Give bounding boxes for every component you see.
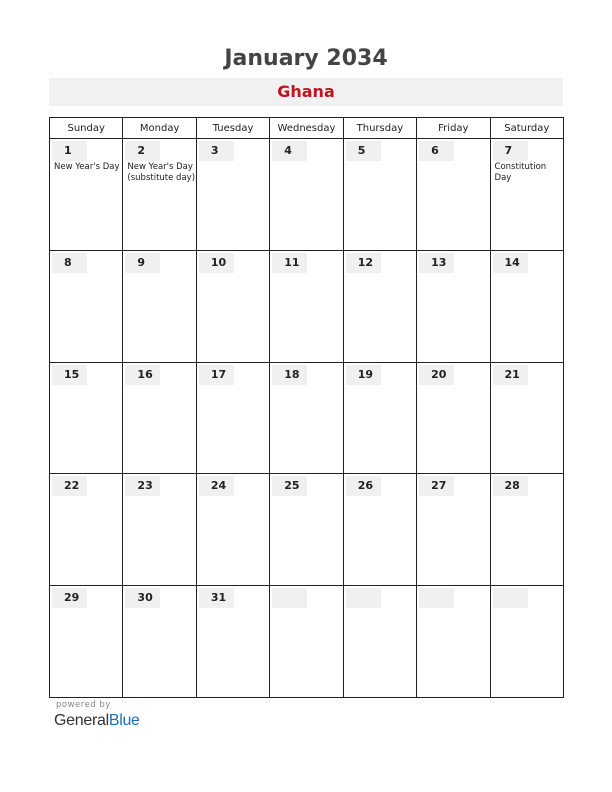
country-banner: Ghana <box>49 78 563 106</box>
holiday-label: Constitution Day <box>494 162 547 183</box>
holiday-label: New Year's Day <box>54 162 120 172</box>
day-number: 11 <box>272 253 307 273</box>
day-cell <box>270 586 343 698</box>
day-cell <box>417 139 490 251</box>
weekday-thursday: Thursday <box>343 118 416 139</box>
day-number: 8 <box>52 253 87 273</box>
day-number: 26 <box>346 476 381 496</box>
day-cell <box>196 139 269 251</box>
day-cell <box>196 474 269 586</box>
day-number: 22 <box>52 476 87 496</box>
day-cell <box>343 586 416 698</box>
day-cell <box>490 139 563 251</box>
day-number: 12 <box>346 253 381 273</box>
day-cell <box>50 586 123 698</box>
powered-by-label: powered by <box>56 700 111 710</box>
day-number: 25 <box>272 476 307 496</box>
day-cell <box>196 362 269 474</box>
day-number: 30 <box>125 588 160 608</box>
day-cell <box>343 362 416 474</box>
day-cell <box>270 362 343 474</box>
day-number <box>493 588 528 608</box>
day-cell <box>343 474 416 586</box>
day-cell <box>490 474 563 586</box>
day-cell <box>343 250 416 362</box>
page-title: January 2034 <box>224 46 388 71</box>
day-cell <box>123 586 196 698</box>
day-cell <box>196 586 269 698</box>
day-cell <box>417 474 490 586</box>
day-cell <box>490 586 563 698</box>
weekday-friday: Friday <box>417 118 490 139</box>
day-number: 27 <box>419 476 454 496</box>
day-cell <box>270 474 343 586</box>
week-row <box>50 139 564 251</box>
day-cell <box>270 250 343 362</box>
day-number: 6 <box>419 141 454 161</box>
day-cell <box>417 586 490 698</box>
calendar-grid <box>49 117 564 698</box>
day-number: 23 <box>125 476 160 496</box>
weekday-header-row <box>50 118 564 139</box>
brand-logo[interactable] <box>54 712 140 730</box>
week-row <box>50 250 564 362</box>
day-cell <box>123 139 196 251</box>
brand-general: General <box>54 712 109 729</box>
day-number: 13 <box>419 253 454 273</box>
day-number: 4 <box>272 141 307 161</box>
day-cell <box>123 250 196 362</box>
day-number: 3 <box>199 141 234 161</box>
day-number: 7 <box>493 141 528 161</box>
day-number: 24 <box>199 476 234 496</box>
day-number: 14 <box>493 253 528 273</box>
day-number: 5 <box>346 141 381 161</box>
day-number <box>419 588 454 608</box>
day-number: 10 <box>199 253 234 273</box>
day-number: 15 <box>52 365 87 385</box>
day-number: 19 <box>346 365 381 385</box>
day-cell <box>196 250 269 362</box>
day-number <box>272 588 307 608</box>
week-row <box>50 586 564 698</box>
brand-blue: Blue <box>108 712 140 729</box>
day-number: 17 <box>199 365 234 385</box>
day-cell <box>270 139 343 251</box>
weekday-wednesday: Wednesday <box>270 118 343 139</box>
day-number: 31 <box>199 588 234 608</box>
day-number: 29 <box>52 588 87 608</box>
week-row <box>50 362 564 474</box>
day-cell <box>490 250 563 362</box>
day-number: 20 <box>419 365 454 385</box>
weekday-monday: Monday <box>123 118 196 139</box>
day-number: 21 <box>493 365 528 385</box>
day-cell <box>123 474 196 586</box>
day-number: 28 <box>493 476 528 496</box>
day-cell <box>417 362 490 474</box>
day-number: 2 <box>125 141 160 161</box>
weekday-saturday: Saturday <box>490 118 563 139</box>
day-cell <box>343 139 416 251</box>
day-cell <box>50 362 123 474</box>
day-cell <box>50 139 123 251</box>
day-cell <box>417 250 490 362</box>
weekday-sunday: Sunday <box>50 118 123 139</box>
day-cell <box>123 362 196 474</box>
day-number: 1 <box>52 141 87 161</box>
week-row <box>50 474 564 586</box>
day-number: 9 <box>125 253 160 273</box>
day-number: 16 <box>125 365 160 385</box>
day-cell <box>50 474 123 586</box>
weekday-tuesday: Tuesday <box>196 118 269 139</box>
holiday-label: New Year's Day (substitute day) <box>127 162 196 183</box>
calendar-body <box>50 139 564 698</box>
day-cell <box>50 250 123 362</box>
day-number: 18 <box>272 365 307 385</box>
day-cell <box>490 362 563 474</box>
day-number <box>346 588 381 608</box>
